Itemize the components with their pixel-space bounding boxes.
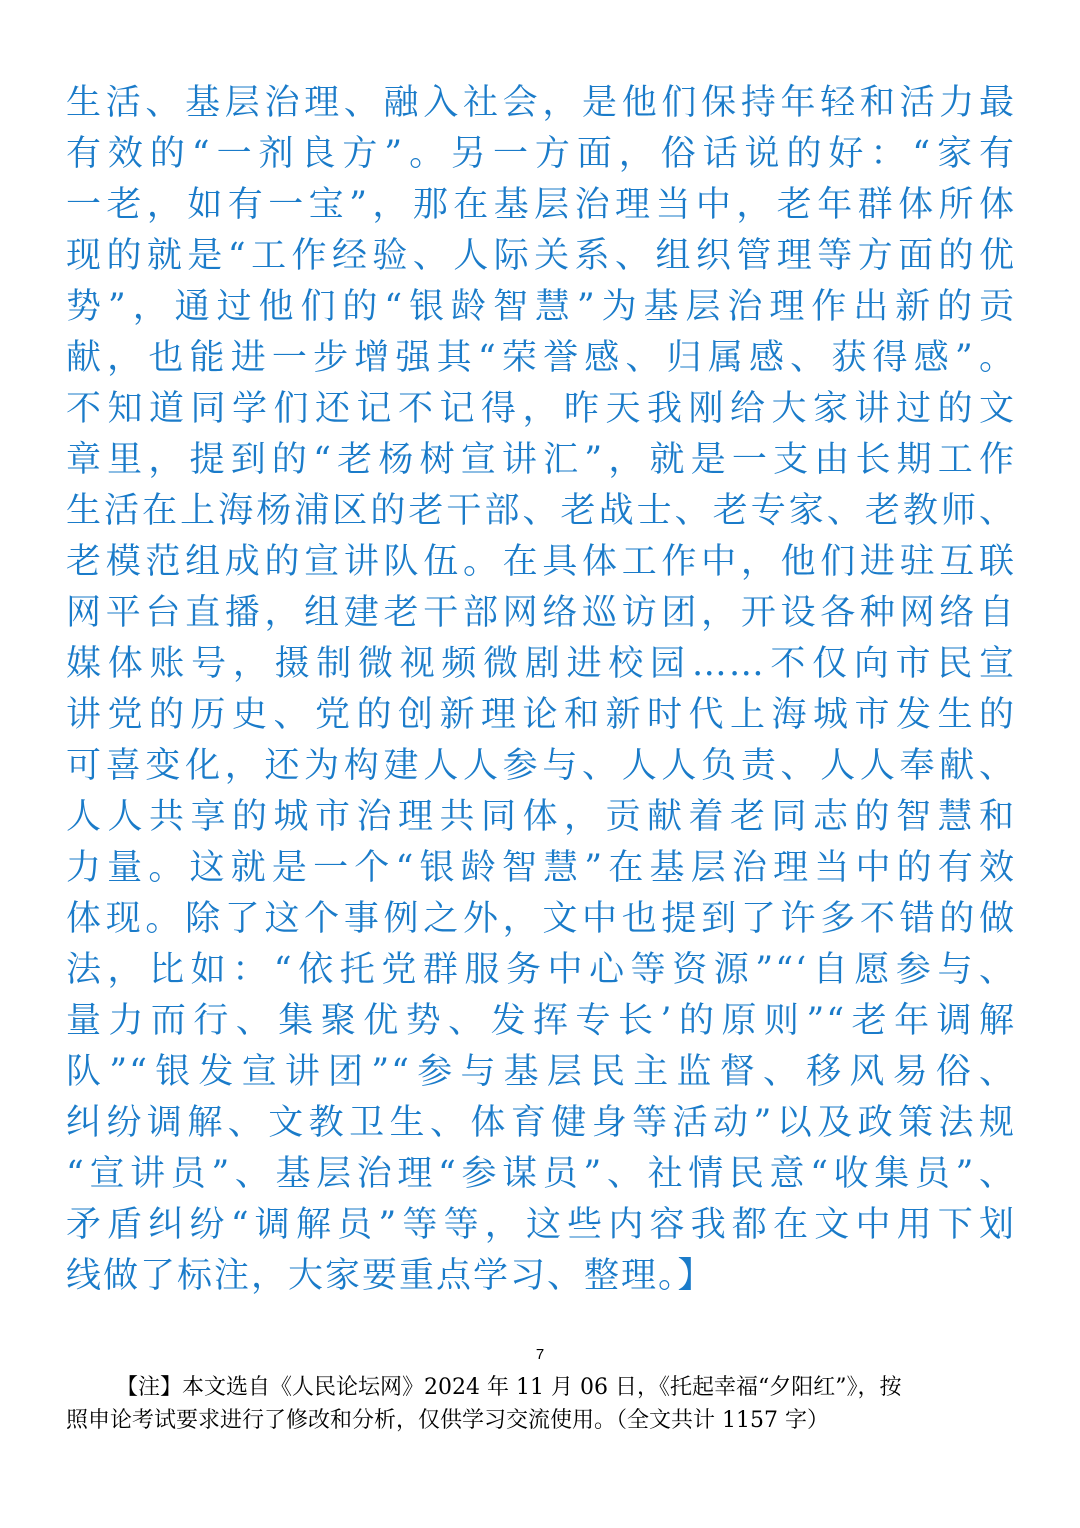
body-line: 线做了标注，大家要重点学习、整理。】	[66, 1256, 715, 1296]
body-line: 法，比如：“依托党群服务中心等资源”“‘自愿参与、	[66, 950, 1016, 990]
page-number: 7	[535, 1346, 545, 1363]
footnote	[66, 1371, 1016, 1437]
body-line: 体现。除了这个事例之外，文中也提到了许多不错的做	[66, 899, 1016, 939]
body-line: 矛盾纠纷“调解员”等等，这些内容我都在文中用下划	[66, 1205, 1016, 1245]
article-body	[66, 78, 1016, 1302]
body-line: 章里，提到的“老杨树宣讲汇”，就是一支由长期工作	[66, 440, 1016, 480]
body-line: 人人共享的城市治理共同体，贡献着老同志的智慧和	[66, 797, 1016, 837]
body-line: 有效的“一剂良方”。另一方面，俗话说的好：“家有	[66, 134, 1016, 174]
body-line: 讲党的历史、党的创新理论和新时代上海城市发生的	[66, 695, 1016, 735]
body-line: 老模范组成的宣讲队伍。在具体工作中，他们进驻互联	[66, 542, 1016, 582]
body-line: “宣讲员”、基层治理“参谋员”、社情民意“收集员”、	[66, 1154, 1016, 1194]
body-line: 不知道同学们还记不记得，昨天我刚给大家讲过的文	[66, 389, 1016, 429]
body-line: 生活在上海杨浦区的老干部、老战士、老专家、老教师、	[66, 491, 1016, 531]
body-line: 献，也能进一步增强其“荣誉感、归属感、获得感”。	[66, 338, 1016, 378]
footnote-line: 【注】本文选自《人民论坛网》2024 年 11 月 06 日，《托起幸福“夕阳红”》，按	[116, 1375, 902, 1400]
footnote-line: 照申论考试要求进行了修改和分析，仅供学习交流使用。（全文共计 1157 字）	[66, 1408, 829, 1433]
body-line: 量力而行、集聚优势、发挥专长’的原则”“老年调解	[66, 1001, 1016, 1041]
body-line: 媒体账号，摄制微视频微剧进校园……不仅向市民宣	[66, 644, 1016, 684]
body-line: 生活、基层治理、融入社会，是他们保持年轻和活力最	[66, 83, 1016, 123]
body-line: 力量。这就是一个“银龄智慧”在基层治理当中的有效	[66, 848, 1016, 888]
body-line: 队”“银发宣讲团”“参与基层民主监督、移风易俗、	[66, 1052, 1016, 1092]
body-line: 势”，通过他们的“银龄智慧”为基层治理作出新的贡	[66, 287, 1016, 327]
body-line: 现的就是“工作经验、人际关系、组织管理等方面的优	[66, 236, 1016, 276]
body-line: 可喜变化，还为构建人人参与、人人负责、人人奉献、	[66, 746, 1016, 786]
body-line: 一老，如有一宝”，那在基层治理当中，老年群体所体	[66, 185, 1016, 225]
body-line: 纠纷调解、文教卫生、体育健身等活动”以及政策法规	[66, 1103, 1016, 1143]
body-line: 网平台直播，组建老干部网络巡访团，开设各种网络自	[66, 593, 1016, 633]
